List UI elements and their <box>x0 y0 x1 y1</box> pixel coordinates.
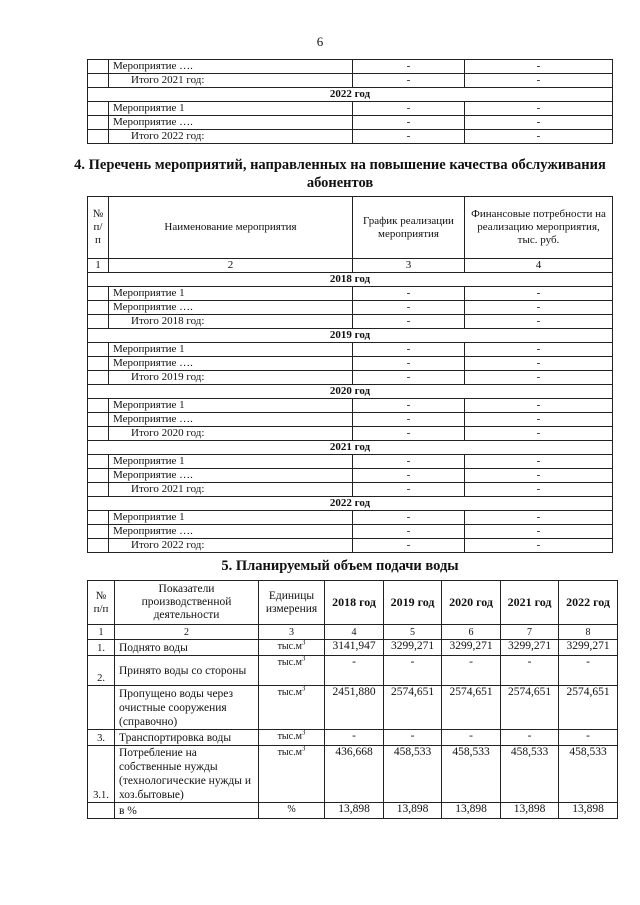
measure-name: Мероприятие …. <box>109 116 353 130</box>
total-row <box>88 427 613 441</box>
schedule-cell: - <box>353 130 465 144</box>
measure-name: Мероприятие …. <box>109 60 353 74</box>
value-cell: - <box>384 656 442 686</box>
finance-cell: - <box>465 287 613 301</box>
col-number: 1 <box>88 625 115 640</box>
col-number: 2 <box>109 259 353 273</box>
value-cell: 2574,651 <box>384 686 442 730</box>
unit-cell <box>259 803 325 819</box>
table-row <box>88 130 613 144</box>
value-cell: 13,898 <box>325 803 384 819</box>
value-cell: 3299,271 <box>442 640 501 656</box>
total-label: Итого 2020 год: <box>109 427 353 441</box>
schedule-cell: - <box>353 343 465 357</box>
num-cell <box>88 525 109 539</box>
section4-title <box>60 156 620 192</box>
col-number: 4 <box>465 259 613 273</box>
total-label: Итого 2022 год: <box>109 130 353 144</box>
unit-superscript: 3 <box>301 639 306 647</box>
header-indicator: Показатели производственной деятельности <box>115 581 259 625</box>
table-row <box>88 102 613 116</box>
col-number: 7 <box>501 625 559 640</box>
value-cell: 13,898 <box>501 803 559 819</box>
col-number: 5 <box>384 625 442 640</box>
total-label: Итого 2022 год: <box>109 539 353 553</box>
value-cell: 2451,880 <box>325 686 384 730</box>
header-year: 2020 год <box>442 581 501 625</box>
schedule-cell: - <box>353 287 465 301</box>
total-row <box>88 539 613 553</box>
value-cell: 458,533 <box>559 746 618 803</box>
value-cell: - <box>501 656 559 686</box>
finance-cell: - <box>465 301 613 315</box>
unit-cell <box>259 730 325 746</box>
num-cell <box>88 74 109 88</box>
header-name: Наименование мероприятия <box>109 197 353 259</box>
finance-cell: - <box>465 483 613 497</box>
table-row <box>88 88 613 102</box>
schedule-cell: - <box>353 74 465 88</box>
value-cell: - <box>442 656 501 686</box>
table-row <box>88 413 613 427</box>
year-header: 2022 год <box>88 497 613 511</box>
col-number: 6 <box>442 625 501 640</box>
unit-superscript: 3 <box>301 685 306 693</box>
finance-cell: - <box>465 427 613 441</box>
year-row <box>88 329 613 343</box>
num-cell <box>88 539 109 553</box>
row-number: 1. <box>88 640 115 656</box>
finance-cell: - <box>465 525 613 539</box>
unit-text: тыс.м <box>277 687 302 698</box>
unit-text: тыс.м <box>277 641 302 652</box>
unit-superscript: 3 <box>301 729 306 737</box>
measure-name: Мероприятие …. <box>109 469 353 483</box>
finance-cell: - <box>465 102 613 116</box>
unit-text: тыс.м <box>277 747 302 758</box>
year-row <box>88 441 613 455</box>
finance-cell: - <box>465 116 613 130</box>
indicator-name: Пропущено воды через очистные сооружения (справочно) <box>115 686 259 730</box>
row-number: 3.1. <box>88 746 115 803</box>
table-row <box>88 730 618 746</box>
row-number: 2. <box>88 656 115 686</box>
value-cell: 13,898 <box>384 803 442 819</box>
schedule-cell: - <box>353 469 465 483</box>
value-cell: 3141,947 <box>325 640 384 656</box>
table-row <box>88 343 613 357</box>
total-row <box>88 371 613 385</box>
value-cell: 458,533 <box>501 746 559 803</box>
total-row <box>88 483 613 497</box>
num-cell <box>88 60 109 74</box>
schedule-cell: - <box>353 427 465 441</box>
total-label: Итого 2018 год: <box>109 315 353 329</box>
value-cell: 2574,651 <box>442 686 501 730</box>
table-row <box>88 511 613 525</box>
num-cell <box>88 357 109 371</box>
indicator-name: Поднято воды <box>115 640 259 656</box>
finance-cell: - <box>465 130 613 144</box>
num-cell <box>88 301 109 315</box>
table-row <box>88 746 618 803</box>
measure-name: Мероприятие 1 <box>109 455 353 469</box>
table-row <box>88 60 613 74</box>
total-row <box>88 315 613 329</box>
col-number: 3 <box>259 625 325 640</box>
unit-superscript: 3 <box>301 745 306 753</box>
year-header: 2018 год <box>88 273 613 287</box>
value-cell: 458,533 <box>442 746 501 803</box>
table-row <box>88 686 618 730</box>
unit-superscript: 3 <box>301 655 306 663</box>
row-number: 3. <box>88 730 115 746</box>
total-label: Итого 2021 год: <box>109 483 353 497</box>
year-header: 2022 год <box>88 88 613 102</box>
value-cell: 3299,271 <box>384 640 442 656</box>
schedule-cell: - <box>353 371 465 385</box>
value-cell: - <box>384 730 442 746</box>
value-cell: - <box>442 730 501 746</box>
table-row <box>88 287 613 301</box>
num-cell <box>88 469 109 483</box>
measure-name: Мероприятие …. <box>109 301 353 315</box>
num-cell <box>88 287 109 301</box>
continuation-table <box>87 59 613 144</box>
section4-title-text: 4. Перечень мероприятий, направленных на повышение качества обслуживания абонентов <box>74 157 606 191</box>
table-row <box>88 656 618 686</box>
finance-cell: - <box>465 469 613 483</box>
value-cell: 13,898 <box>442 803 501 819</box>
num-cell <box>88 483 109 497</box>
num-cell <box>88 116 109 130</box>
num-cell <box>88 130 109 144</box>
finance-cell: - <box>465 455 613 469</box>
table-row <box>88 525 613 539</box>
schedule-cell: - <box>353 315 465 329</box>
measure-name: Мероприятие 1 <box>109 343 353 357</box>
value-cell: - <box>559 730 618 746</box>
finance-cell: - <box>465 60 613 74</box>
row-number <box>88 686 115 730</box>
year-row <box>88 385 613 399</box>
measure-name: Мероприятие 1 <box>109 287 353 301</box>
section5-table <box>87 580 618 819</box>
value-cell: - <box>325 656 384 686</box>
indicator-name: Транспортировка воды <box>115 730 259 746</box>
schedule-cell: - <box>353 483 465 497</box>
indicator-name: Потребление на собственные нужды (технологические нужды и хоз.бытовые) <box>115 746 259 803</box>
year-header: 2019 год <box>88 329 613 343</box>
num-cell <box>88 427 109 441</box>
value-cell: 2574,651 <box>501 686 559 730</box>
section5-title-text: 5. Планируемый объем подачи воды <box>221 558 459 574</box>
finance-cell: - <box>465 74 613 88</box>
schedule-cell: - <box>353 413 465 427</box>
finance-cell: - <box>465 343 613 357</box>
measure-name: Мероприятие …. <box>109 525 353 539</box>
header-year: 2019 год <box>384 581 442 625</box>
unit-text: % <box>287 804 296 815</box>
col-number: 3 <box>353 259 465 273</box>
finance-cell: - <box>465 539 613 553</box>
section4-table <box>87 196 613 553</box>
col-number: 4 <box>325 625 384 640</box>
unit-cell <box>259 640 325 656</box>
measure-name: Мероприятие 1 <box>109 102 353 116</box>
measure-name: Мероприятие 1 <box>109 511 353 525</box>
schedule-cell: - <box>353 301 465 315</box>
num-cell <box>88 413 109 427</box>
schedule-cell: - <box>353 539 465 553</box>
value-cell: 458,533 <box>384 746 442 803</box>
num-cell <box>88 455 109 469</box>
table-row <box>88 455 613 469</box>
num-cell <box>88 102 109 116</box>
finance-cell: - <box>465 357 613 371</box>
schedule-cell: - <box>353 455 465 469</box>
schedule-cell: - <box>353 60 465 74</box>
schedule-cell: - <box>353 525 465 539</box>
total-label: Итого 2019 год: <box>109 371 353 385</box>
schedule-cell: - <box>353 399 465 413</box>
table-row <box>88 399 613 413</box>
value-cell: - <box>559 656 618 686</box>
col-number: 8 <box>559 625 618 640</box>
unit-text: тыс.м <box>277 657 302 668</box>
num-cell <box>88 371 109 385</box>
header-num: № п/п <box>88 197 109 259</box>
schedule-cell: - <box>353 116 465 130</box>
finance-cell: - <box>465 399 613 413</box>
header-finance: Финансовые потребности на реализацию мероприятия, тыс. руб. <box>465 197 613 259</box>
value-cell: 2574,651 <box>559 686 618 730</box>
value-cell: 13,898 <box>559 803 618 819</box>
header-year: 2021 год <box>501 581 559 625</box>
unit-text: тыс.м <box>277 731 302 742</box>
unit-cell <box>259 656 325 686</box>
table-row <box>88 469 613 483</box>
schedule-cell: - <box>353 102 465 116</box>
section5-title <box>60 557 620 575</box>
value-cell: - <box>325 730 384 746</box>
num-cell <box>88 399 109 413</box>
header-year: 2022 год <box>559 581 618 625</box>
table-row <box>88 803 618 819</box>
year-row <box>88 497 613 511</box>
table-row <box>88 357 613 371</box>
header-num: № п/п <box>88 581 115 625</box>
finance-cell: - <box>465 315 613 329</box>
table-row <box>88 116 613 130</box>
total-label: Итого 2021 год: <box>109 74 353 88</box>
measure-name: Мероприятие …. <box>109 413 353 427</box>
table-row <box>88 301 613 315</box>
schedule-cell: - <box>353 511 465 525</box>
col-number: 1 <box>88 259 109 273</box>
table-row <box>88 640 618 656</box>
num-cell <box>88 511 109 525</box>
page-number: 6 <box>316 34 324 49</box>
measure-name: Мероприятие 1 <box>109 399 353 413</box>
num-cell <box>88 315 109 329</box>
year-header: 2020 год <box>88 385 613 399</box>
col-number: 2 <box>115 625 259 640</box>
schedule-cell: - <box>353 357 465 371</box>
finance-cell: - <box>465 511 613 525</box>
indicator-name: Принято воды со стороны <box>115 656 259 686</box>
value-cell: 3299,271 <box>501 640 559 656</box>
measure-name: Мероприятие …. <box>109 357 353 371</box>
header-year: 2018 год <box>325 581 384 625</box>
finance-cell: - <box>465 371 613 385</box>
table-row <box>88 74 613 88</box>
indicator-name: в % <box>115 803 259 819</box>
unit-cell <box>259 686 325 730</box>
year-header: 2021 год <box>88 441 613 455</box>
year-row <box>88 273 613 287</box>
row-number <box>88 803 115 819</box>
header-unit: Единицы измерения <box>259 581 325 625</box>
finance-cell: - <box>465 413 613 427</box>
value-cell: - <box>501 730 559 746</box>
unit-cell <box>259 746 325 803</box>
num-cell <box>88 343 109 357</box>
header-schedule: График реализации мероприятия <box>353 197 465 259</box>
value-cell: 3299,271 <box>559 640 618 656</box>
value-cell: 436,668 <box>325 746 384 803</box>
